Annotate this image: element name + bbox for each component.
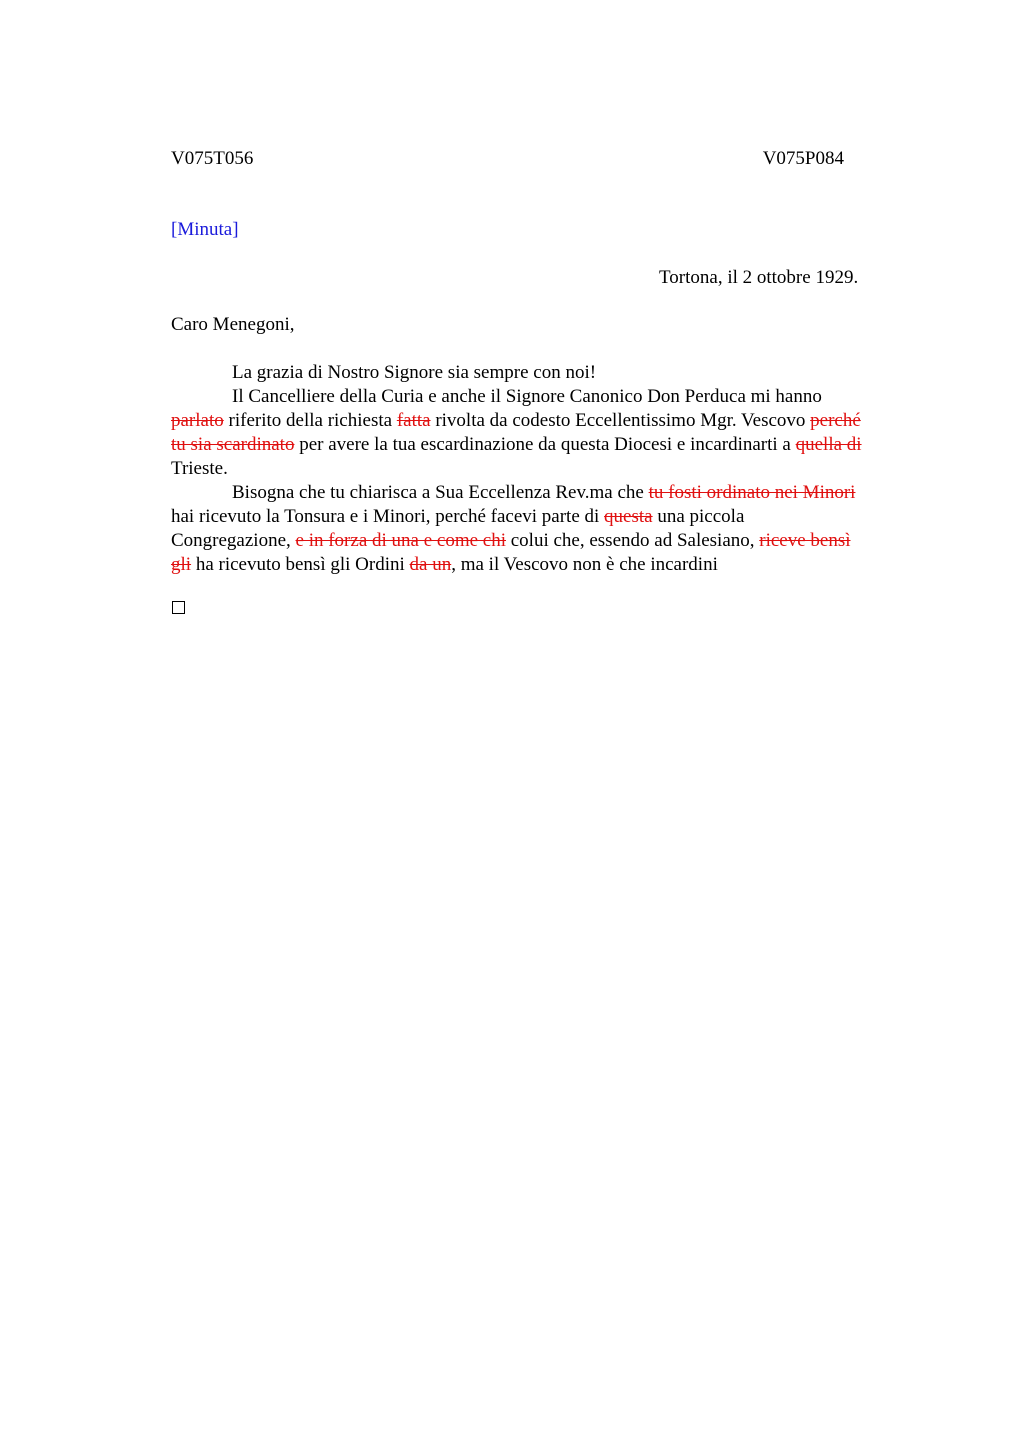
paragraph-3-line-4 <box>171 553 941 577</box>
text-span: , ma il Vescovo non è che incardini <box>451 554 718 575</box>
document-code-right: V075P084 <box>762 148 844 169</box>
text-span: Congregazione, <box>171 530 296 551</box>
place-date: Tortona, il 2 ottobre 1929. <box>659 267 859 288</box>
deleted-text: quella di <box>795 434 862 455</box>
paragraph-3-line-2 <box>171 505 941 529</box>
deleted-text: riceve bensì <box>759 530 851 551</box>
deleted-text: questa <box>604 506 653 527</box>
deleted-text: tu sia scardinato <box>171 434 295 455</box>
deleted-text: tu fosti ordinato nei Minori <box>648 482 856 503</box>
text-span: rivolta da codesto Eccellentissimo Mgr. Vescovo <box>430 410 811 431</box>
deleted-text: da un <box>409 554 452 575</box>
text-span: ha ricevuto bensì gli Ordini <box>191 554 410 575</box>
paragraph-2-line-3 <box>171 433 941 457</box>
text-span: per avere la tua escardinazione da questa Diocesi e incardinarti a <box>294 434 796 455</box>
paragraph-3-line-3 <box>171 529 941 553</box>
document-code-left: V075T056 <box>171 148 254 169</box>
paragraph-2-line-4 <box>171 457 941 481</box>
paragraph-2-line-2 <box>171 409 941 433</box>
deleted-text: parlato <box>171 410 224 431</box>
text-span: riferito della richiesta <box>223 410 397 431</box>
empty-square-icon <box>172 601 185 614</box>
text-span: hai ricevuto la Tonsura e i Minori, perché facevi parte di <box>171 506 605 527</box>
paragraph-3-line-1 <box>171 481 941 505</box>
salutation: Caro Menegoni, <box>171 314 295 335</box>
deleted-text: perché <box>810 410 861 431</box>
letter-body <box>171 361 941 577</box>
paragraph-2-line-1 <box>171 385 941 409</box>
deleted-text: gli <box>171 554 192 575</box>
text-span: Bisogna che tu chiarisca a Sua Eccellenza Rev.ma che <box>232 482 649 503</box>
text-span: una piccola <box>652 506 745 527</box>
deleted-text: fatta <box>396 410 431 431</box>
text-span: colui che, essendo ad Salesiano, <box>506 530 760 551</box>
text-span: Trieste. <box>171 458 228 479</box>
text-span: Il Cancelliere della Curia e anche il Signore Canonico Don Perduca mi hanno <box>232 386 822 407</box>
minuta-annotation: [Minuta] <box>171 219 239 240</box>
paragraph-1: La grazia di Nostro Signore sia sempre con noi! <box>232 362 597 383</box>
deleted-text: e in forza di una e come chi <box>295 530 506 551</box>
